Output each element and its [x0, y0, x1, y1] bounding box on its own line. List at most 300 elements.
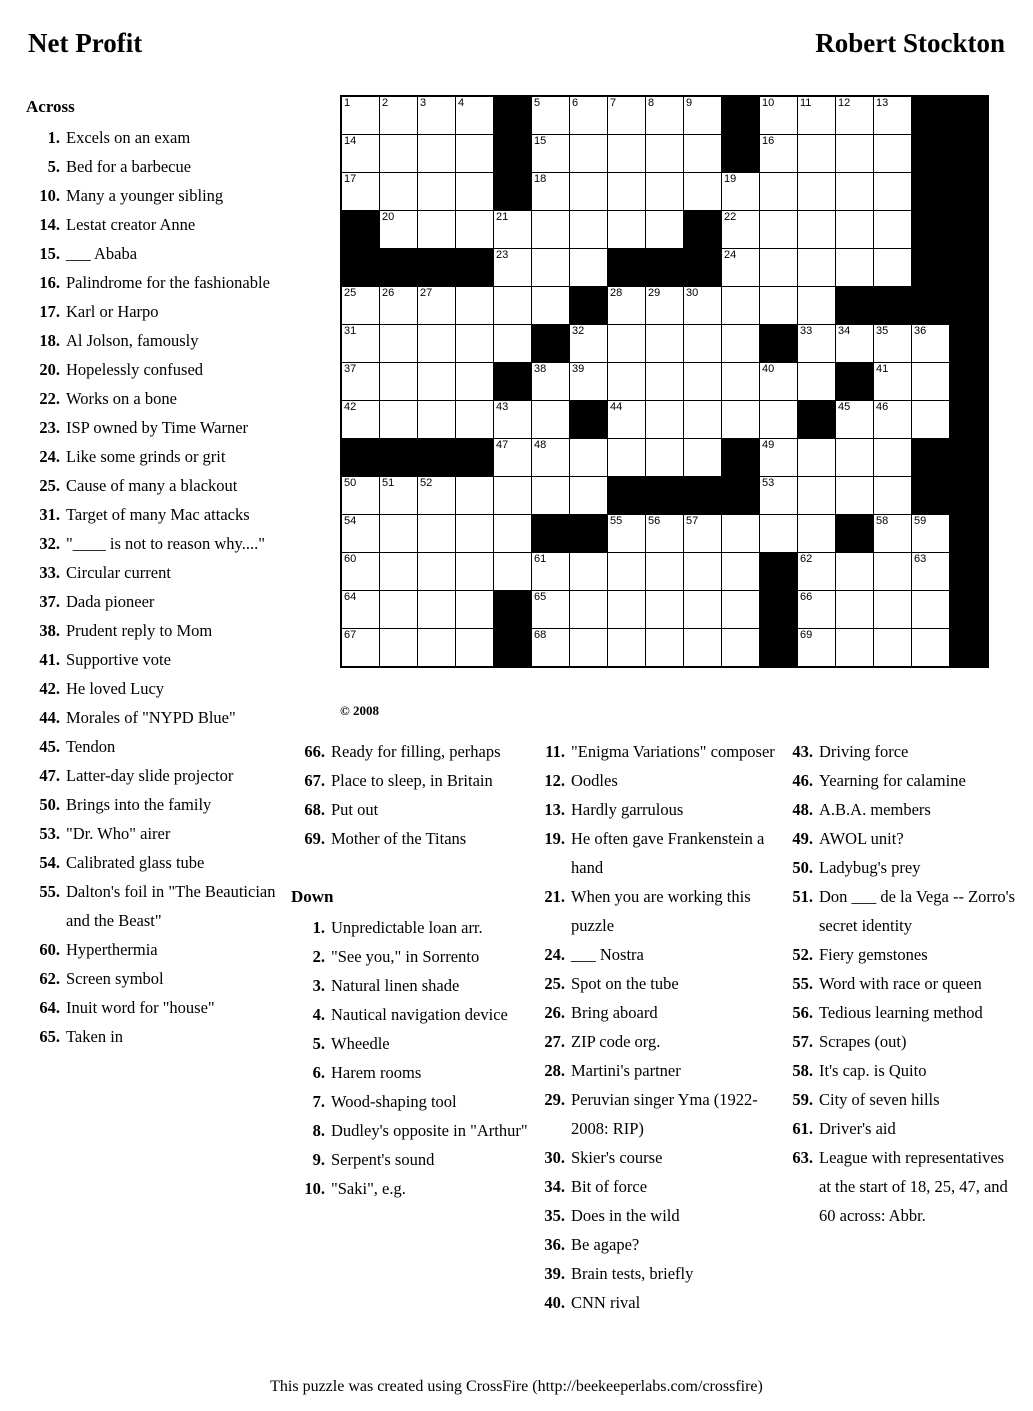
grid-cell[interactable] — [836, 135, 874, 173]
grid-cell[interactable] — [418, 553, 456, 591]
grid-cell[interactable] — [341, 477, 380, 515]
grid-cell[interactable] — [341, 363, 380, 401]
clue-item[interactable] — [531, 1259, 781, 1288]
clue-number: 30. — [544, 1148, 565, 1167]
clue-text: Tedious learning method — [819, 1003, 983, 1022]
grid-cell[interactable] — [494, 515, 532, 553]
grid-cell[interactable] — [532, 287, 570, 325]
grid-cell-block — [341, 211, 380, 249]
clue-item[interactable] — [531, 1143, 781, 1172]
grid-cell-number: 38 — [534, 363, 547, 375]
grid-cell[interactable] — [341, 135, 380, 173]
grid-cell[interactable] — [912, 591, 950, 629]
grid-cell[interactable] — [646, 287, 684, 325]
grid-cell[interactable] — [684, 591, 722, 629]
grid-cell[interactable] — [570, 591, 608, 629]
clue-item[interactable] — [779, 824, 1019, 853]
grid-cell[interactable] — [456, 591, 494, 629]
down-clue-list-part1[interactable] — [291, 913, 531, 1203]
grid-cell[interactable] — [874, 553, 912, 591]
grid-cell-number: 43 — [496, 401, 509, 413]
grid-cell[interactable] — [570, 363, 608, 401]
clue-number: 9. — [312, 1150, 325, 1169]
grid-cell[interactable] — [760, 515, 798, 553]
grid-cell[interactable] — [760, 363, 798, 401]
grid-cell[interactable] — [608, 211, 646, 249]
clue-item[interactable] — [779, 1027, 1019, 1056]
clue-item[interactable] — [291, 795, 531, 824]
clue-item[interactable] — [26, 993, 276, 1022]
grid-cell[interactable] — [836, 439, 874, 477]
clue-item[interactable] — [26, 297, 276, 326]
clue-text: Brain tests, briefly — [571, 1264, 694, 1283]
clue-item[interactable] — [779, 1114, 1019, 1143]
grid-cell[interactable] — [418, 135, 456, 173]
grid-cell[interactable] — [380, 96, 418, 135]
grid-cell[interactable] — [494, 553, 532, 591]
grid-cell[interactable] — [874, 515, 912, 553]
clue-item[interactable] — [779, 1056, 1019, 1085]
clue-item[interactable] — [291, 1000, 531, 1029]
grid-cell[interactable] — [456, 363, 494, 401]
grid-cell[interactable] — [798, 477, 836, 515]
grid-cell[interactable] — [684, 515, 722, 553]
grid-cell[interactable] — [341, 96, 380, 135]
clue-item[interactable] — [291, 766, 531, 795]
grid-cell[interactable] — [418, 325, 456, 363]
grid-cell[interactable] — [836, 249, 874, 287]
grid-cell[interactable] — [380, 287, 418, 325]
grid-cell[interactable] — [532, 173, 570, 211]
clue-item[interactable] — [531, 824, 781, 882]
grid-cell[interactable] — [570, 135, 608, 173]
grid-cell[interactable] — [760, 173, 798, 211]
grid-cell[interactable] — [874, 173, 912, 211]
clue-text: Harem rooms — [331, 1063, 422, 1082]
grid-cell[interactable] — [646, 401, 684, 439]
clue-item[interactable] — [779, 1143, 1019, 1230]
grid-cell[interactable] — [608, 363, 646, 401]
grid-cell[interactable] — [532, 135, 570, 173]
grid-cell[interactable] — [722, 515, 760, 553]
clue-item[interactable] — [26, 732, 276, 761]
grid-cell[interactable] — [912, 363, 950, 401]
grid-cell[interactable] — [722, 211, 760, 249]
clue-item[interactable] — [531, 1172, 781, 1201]
grid-cell[interactable] — [418, 363, 456, 401]
clue-item[interactable] — [26, 384, 276, 413]
across-clue-list-part1[interactable] — [26, 123, 276, 1051]
grid-cell[interactable] — [418, 401, 456, 439]
clue-number: 20. — [39, 360, 60, 379]
grid-cell[interactable] — [722, 173, 760, 211]
grid-cell[interactable] — [722, 591, 760, 629]
grid-cell[interactable] — [380, 135, 418, 173]
grid-cell[interactable] — [760, 287, 798, 325]
clue-item[interactable] — [291, 1145, 531, 1174]
grid-table[interactable] — [340, 95, 989, 668]
grid-cell-number: 51 — [382, 477, 395, 489]
grid-cell[interactable] — [532, 477, 570, 515]
clue-item[interactable] — [26, 645, 276, 674]
clue-item[interactable] — [291, 824, 531, 853]
grid-cell[interactable] — [684, 439, 722, 477]
clue-item[interactable] — [26, 326, 276, 355]
grid-cell[interactable] — [456, 287, 494, 325]
clue-text: Be agape? — [571, 1235, 640, 1254]
clue-item[interactable] — [531, 998, 781, 1027]
grid-cell[interactable] — [760, 211, 798, 249]
grid-cell[interactable] — [836, 211, 874, 249]
grid-cell-block — [950, 591, 989, 629]
grid-cell[interactable] — [760, 249, 798, 287]
grid-cell[interactable] — [874, 135, 912, 173]
grid-cell[interactable] — [608, 287, 646, 325]
grid-cell[interactable] — [532, 439, 570, 477]
grid-cell[interactable] — [646, 211, 684, 249]
grid-cell[interactable] — [874, 629, 912, 668]
grid-cell[interactable] — [684, 287, 722, 325]
grid-cell[interactable] — [532, 249, 570, 287]
grid-cell[interactable] — [608, 591, 646, 629]
grid-cell[interactable] — [418, 629, 456, 668]
clue-item[interactable] — [26, 181, 276, 210]
clue-item[interactable] — [291, 913, 531, 942]
grid-cell[interactable] — [380, 173, 418, 211]
clue-item[interactable] — [291, 1058, 531, 1087]
clue-item[interactable] — [291, 737, 531, 766]
grid-cell[interactable] — [532, 401, 570, 439]
grid-cell[interactable] — [912, 401, 950, 439]
grid-cell[interactable] — [912, 515, 950, 553]
grid-cell[interactable] — [570, 477, 608, 515]
grid-cell[interactable] — [684, 135, 722, 173]
grid-cell[interactable] — [798, 325, 836, 363]
grid-cell[interactable] — [912, 553, 950, 591]
grid-cell[interactable] — [456, 325, 494, 363]
grid-cell[interactable] — [494, 211, 532, 249]
grid-cell-block — [836, 363, 874, 401]
clue-item[interactable] — [26, 123, 276, 152]
grid-cell[interactable] — [722, 553, 760, 591]
grid-cell[interactable] — [456, 135, 494, 173]
across-clue-list-part2[interactable] — [291, 737, 531, 853]
clue-item[interactable] — [26, 355, 276, 384]
clue-item[interactable] — [531, 795, 781, 824]
clue-item[interactable] — [26, 819, 276, 848]
grid-cell[interactable] — [722, 401, 760, 439]
grid-cell[interactable] — [608, 135, 646, 173]
grid-cell[interactable] — [380, 211, 418, 249]
grid-cell[interactable] — [760, 96, 798, 135]
grid-cell[interactable] — [532, 629, 570, 668]
grid-cell[interactable] — [494, 249, 532, 287]
clue-item[interactable] — [26, 616, 276, 645]
clue-item[interactable] — [26, 558, 276, 587]
grid-cell-number: 65 — [534, 591, 547, 603]
clue-item[interactable] — [531, 882, 781, 940]
grid-cell[interactable] — [760, 135, 798, 173]
grid-cell[interactable] — [646, 629, 684, 668]
grid-cell[interactable] — [874, 211, 912, 249]
grid-cell[interactable] — [722, 363, 760, 401]
grid-cell[interactable] — [836, 553, 874, 591]
clue-item[interactable] — [779, 882, 1019, 940]
grid-cell[interactable] — [570, 325, 608, 363]
grid-cell[interactable] — [684, 325, 722, 363]
grid-cell[interactable] — [380, 515, 418, 553]
grid-cell[interactable] — [456, 401, 494, 439]
grid-cell[interactable] — [608, 553, 646, 591]
grid-cell[interactable] — [418, 96, 456, 135]
clue-item[interactable] — [26, 529, 276, 558]
grid-cell[interactable] — [494, 439, 532, 477]
grid-cell[interactable] — [532, 96, 570, 135]
grid-cell[interactable] — [646, 135, 684, 173]
clue-item[interactable] — [26, 413, 276, 442]
grid-cell[interactable] — [456, 477, 494, 515]
grid-cell[interactable] — [380, 629, 418, 668]
grid-cell[interactable] — [570, 629, 608, 668]
grid-cell[interactable] — [418, 515, 456, 553]
clue-column-2 — [291, 737, 531, 1203]
down-clue-list-part3[interactable] — [779, 737, 1019, 1230]
grid-cell[interactable] — [874, 439, 912, 477]
clue-item[interactable] — [779, 737, 1019, 766]
grid-cell[interactable] — [570, 249, 608, 287]
clue-text: Peruvian singer Yma (1922-2008: RIP) — [571, 1090, 758, 1138]
grid-cell-number: 6 — [572, 97, 579, 109]
grid-cell[interactable] — [494, 401, 532, 439]
clue-item[interactable] — [26, 877, 276, 935]
clue-item[interactable] — [26, 703, 276, 732]
clue-item[interactable] — [26, 761, 276, 790]
grid-cell[interactable] — [341, 553, 380, 591]
grid-cell[interactable] — [722, 287, 760, 325]
grid-cell[interactable] — [570, 96, 608, 135]
clue-item[interactable] — [531, 766, 781, 795]
grid-cell-number: 2 — [382, 97, 389, 109]
grid-cell[interactable] — [380, 401, 418, 439]
grid-cell[interactable] — [798, 591, 836, 629]
clue-item[interactable] — [531, 1230, 781, 1259]
grid-cell[interactable] — [836, 401, 874, 439]
grid-cell[interactable] — [380, 363, 418, 401]
grid-cell[interactable] — [646, 439, 684, 477]
clue-item[interactable] — [26, 268, 276, 297]
grid-cell-number: 50 — [344, 477, 357, 489]
grid-cell[interactable] — [836, 173, 874, 211]
grid-cell[interactable] — [798, 173, 836, 211]
grid-row — [341, 401, 988, 439]
grid-cell[interactable] — [341, 401, 380, 439]
clue-item[interactable] — [531, 1056, 781, 1085]
grid-cell[interactable] — [494, 287, 532, 325]
grid-cell[interactable] — [570, 211, 608, 249]
clue-item[interactable] — [779, 853, 1019, 882]
grid-cell[interactable] — [836, 591, 874, 629]
grid-cell[interactable] — [341, 629, 380, 668]
grid-cell[interactable] — [646, 363, 684, 401]
grid-cell[interactable] — [874, 96, 912, 135]
grid-cell[interactable] — [532, 591, 570, 629]
clue-item[interactable] — [531, 737, 781, 766]
grid-cell[interactable] — [874, 325, 912, 363]
grid-cell[interactable] — [684, 96, 722, 135]
grid-cell[interactable] — [608, 325, 646, 363]
grid-cell[interactable] — [684, 173, 722, 211]
grid-cell[interactable] — [836, 96, 874, 135]
grid-cell[interactable] — [798, 287, 836, 325]
clue-item[interactable] — [291, 971, 531, 1000]
grid-cell[interactable] — [798, 135, 836, 173]
clue-item[interactable] — [26, 239, 276, 268]
clue-item[interactable] — [291, 1029, 531, 1058]
grid-cell[interactable] — [798, 439, 836, 477]
grid-cell[interactable] — [646, 553, 684, 591]
grid-cell[interactable] — [608, 629, 646, 668]
grid-cell[interactable] — [532, 553, 570, 591]
clue-item[interactable] — [779, 1085, 1019, 1114]
grid-cell[interactable] — [532, 363, 570, 401]
clue-item[interactable] — [779, 795, 1019, 824]
grid-cell[interactable] — [798, 629, 836, 668]
clue-item[interactable] — [26, 848, 276, 877]
grid-cell[interactable] — [608, 173, 646, 211]
grid-cell[interactable] — [380, 591, 418, 629]
grid-cell[interactable] — [341, 515, 380, 553]
grid-cell[interactable] — [836, 629, 874, 668]
grid-cell[interactable] — [608, 401, 646, 439]
clue-item[interactable] — [531, 1201, 781, 1230]
grid-cell[interactable] — [494, 477, 532, 515]
clue-item[interactable] — [291, 1174, 531, 1203]
grid-cell[interactable] — [760, 439, 798, 477]
grid-cell[interactable] — [380, 553, 418, 591]
clue-item[interactable] — [291, 942, 531, 971]
clue-item[interactable] — [26, 935, 276, 964]
clue-item[interactable] — [779, 998, 1019, 1027]
grid-cell[interactable] — [456, 553, 494, 591]
grid-cell-block — [950, 515, 989, 553]
grid-cell[interactable] — [456, 515, 494, 553]
grid-cell[interactable] — [608, 515, 646, 553]
clue-number: 44. — [39, 708, 60, 727]
grid-cell[interactable] — [570, 553, 608, 591]
clue-item[interactable] — [531, 1027, 781, 1056]
clue-text: Yearning for calamine — [819, 771, 966, 790]
grid-cell[interactable] — [646, 96, 684, 135]
clue-item[interactable] — [26, 790, 276, 819]
grid-cell[interactable] — [684, 629, 722, 668]
grid-cell[interactable] — [684, 401, 722, 439]
clue-item[interactable] — [26, 442, 276, 471]
grid-cell[interactable] — [341, 173, 380, 211]
grid-cell[interactable] — [684, 553, 722, 591]
clue-item[interactable] — [531, 940, 781, 969]
clue-item[interactable] — [26, 1022, 276, 1051]
grid-cell[interactable] — [456, 96, 494, 135]
grid-cell[interactable] — [836, 477, 874, 515]
grid-cell[interactable] — [418, 211, 456, 249]
grid-cell[interactable] — [874, 477, 912, 515]
clue-text: ZIP code org. — [571, 1032, 661, 1051]
clue-item[interactable] — [291, 1116, 531, 1145]
grid-cell[interactable] — [418, 173, 456, 211]
clue-item[interactable] — [26, 210, 276, 239]
grid-cell[interactable] — [798, 96, 836, 135]
grid-cell[interactable] — [456, 629, 494, 668]
grid-cell[interactable] — [760, 477, 798, 515]
grid-cell[interactable] — [341, 287, 380, 325]
grid-cell[interactable] — [341, 325, 380, 363]
grid-cell[interactable] — [608, 439, 646, 477]
clue-item[interactable] — [26, 471, 276, 500]
grid-cell[interactable] — [608, 96, 646, 135]
grid-cell[interactable] — [912, 629, 950, 668]
clue-item[interactable] — [291, 1087, 531, 1116]
grid-cell[interactable] — [722, 629, 760, 668]
grid-cell[interactable] — [798, 363, 836, 401]
grid-cell[interactable] — [684, 363, 722, 401]
grid-cell[interactable] — [646, 591, 684, 629]
grid-cell[interactable] — [646, 325, 684, 363]
grid-cell[interactable] — [380, 477, 418, 515]
clue-item[interactable] — [26, 500, 276, 529]
clue-item[interactable] — [26, 152, 276, 181]
clue-item[interactable] — [779, 766, 1019, 795]
grid-cell[interactable] — [456, 173, 494, 211]
clue-item[interactable] — [779, 969, 1019, 998]
grid-cell[interactable] — [874, 401, 912, 439]
down-clue-list-part2[interactable] — [531, 737, 781, 1317]
grid-cell[interactable] — [874, 591, 912, 629]
grid-cell[interactable] — [760, 401, 798, 439]
clue-item[interactable] — [779, 940, 1019, 969]
clue-item[interactable] — [531, 969, 781, 998]
grid-cell[interactable] — [722, 325, 760, 363]
grid-cell[interactable] — [646, 173, 684, 211]
grid-cell[interactable] — [418, 287, 456, 325]
grid-cell[interactable] — [874, 249, 912, 287]
grid-cell[interactable] — [380, 325, 418, 363]
grid-cell[interactable] — [570, 439, 608, 477]
grid-cell[interactable] — [798, 553, 836, 591]
grid-cell[interactable] — [418, 591, 456, 629]
grid-cell[interactable] — [912, 325, 950, 363]
clue-item[interactable] — [531, 1288, 781, 1317]
grid-cell[interactable] — [532, 211, 570, 249]
crossword-grid[interactable] — [340, 95, 989, 668]
grid-cell[interactable] — [798, 211, 836, 249]
grid-cell-number: 13 — [876, 97, 889, 109]
clue-item[interactable] — [531, 1085, 781, 1143]
grid-cell[interactable] — [456, 211, 494, 249]
grid-cell[interactable] — [798, 249, 836, 287]
grid-cell[interactable] — [722, 249, 760, 287]
clue-item[interactable] — [26, 674, 276, 703]
grid-cell[interactable] — [341, 591, 380, 629]
clue-item[interactable] — [26, 587, 276, 616]
grid-cell[interactable] — [836, 325, 874, 363]
clue-item[interactable] — [26, 964, 276, 993]
grid-cell[interactable] — [418, 477, 456, 515]
grid-cell[interactable] — [798, 515, 836, 553]
grid-cell[interactable] — [570, 173, 608, 211]
grid-cell[interactable] — [494, 325, 532, 363]
grid-cell[interactable] — [874, 363, 912, 401]
grid-cell[interactable] — [646, 515, 684, 553]
